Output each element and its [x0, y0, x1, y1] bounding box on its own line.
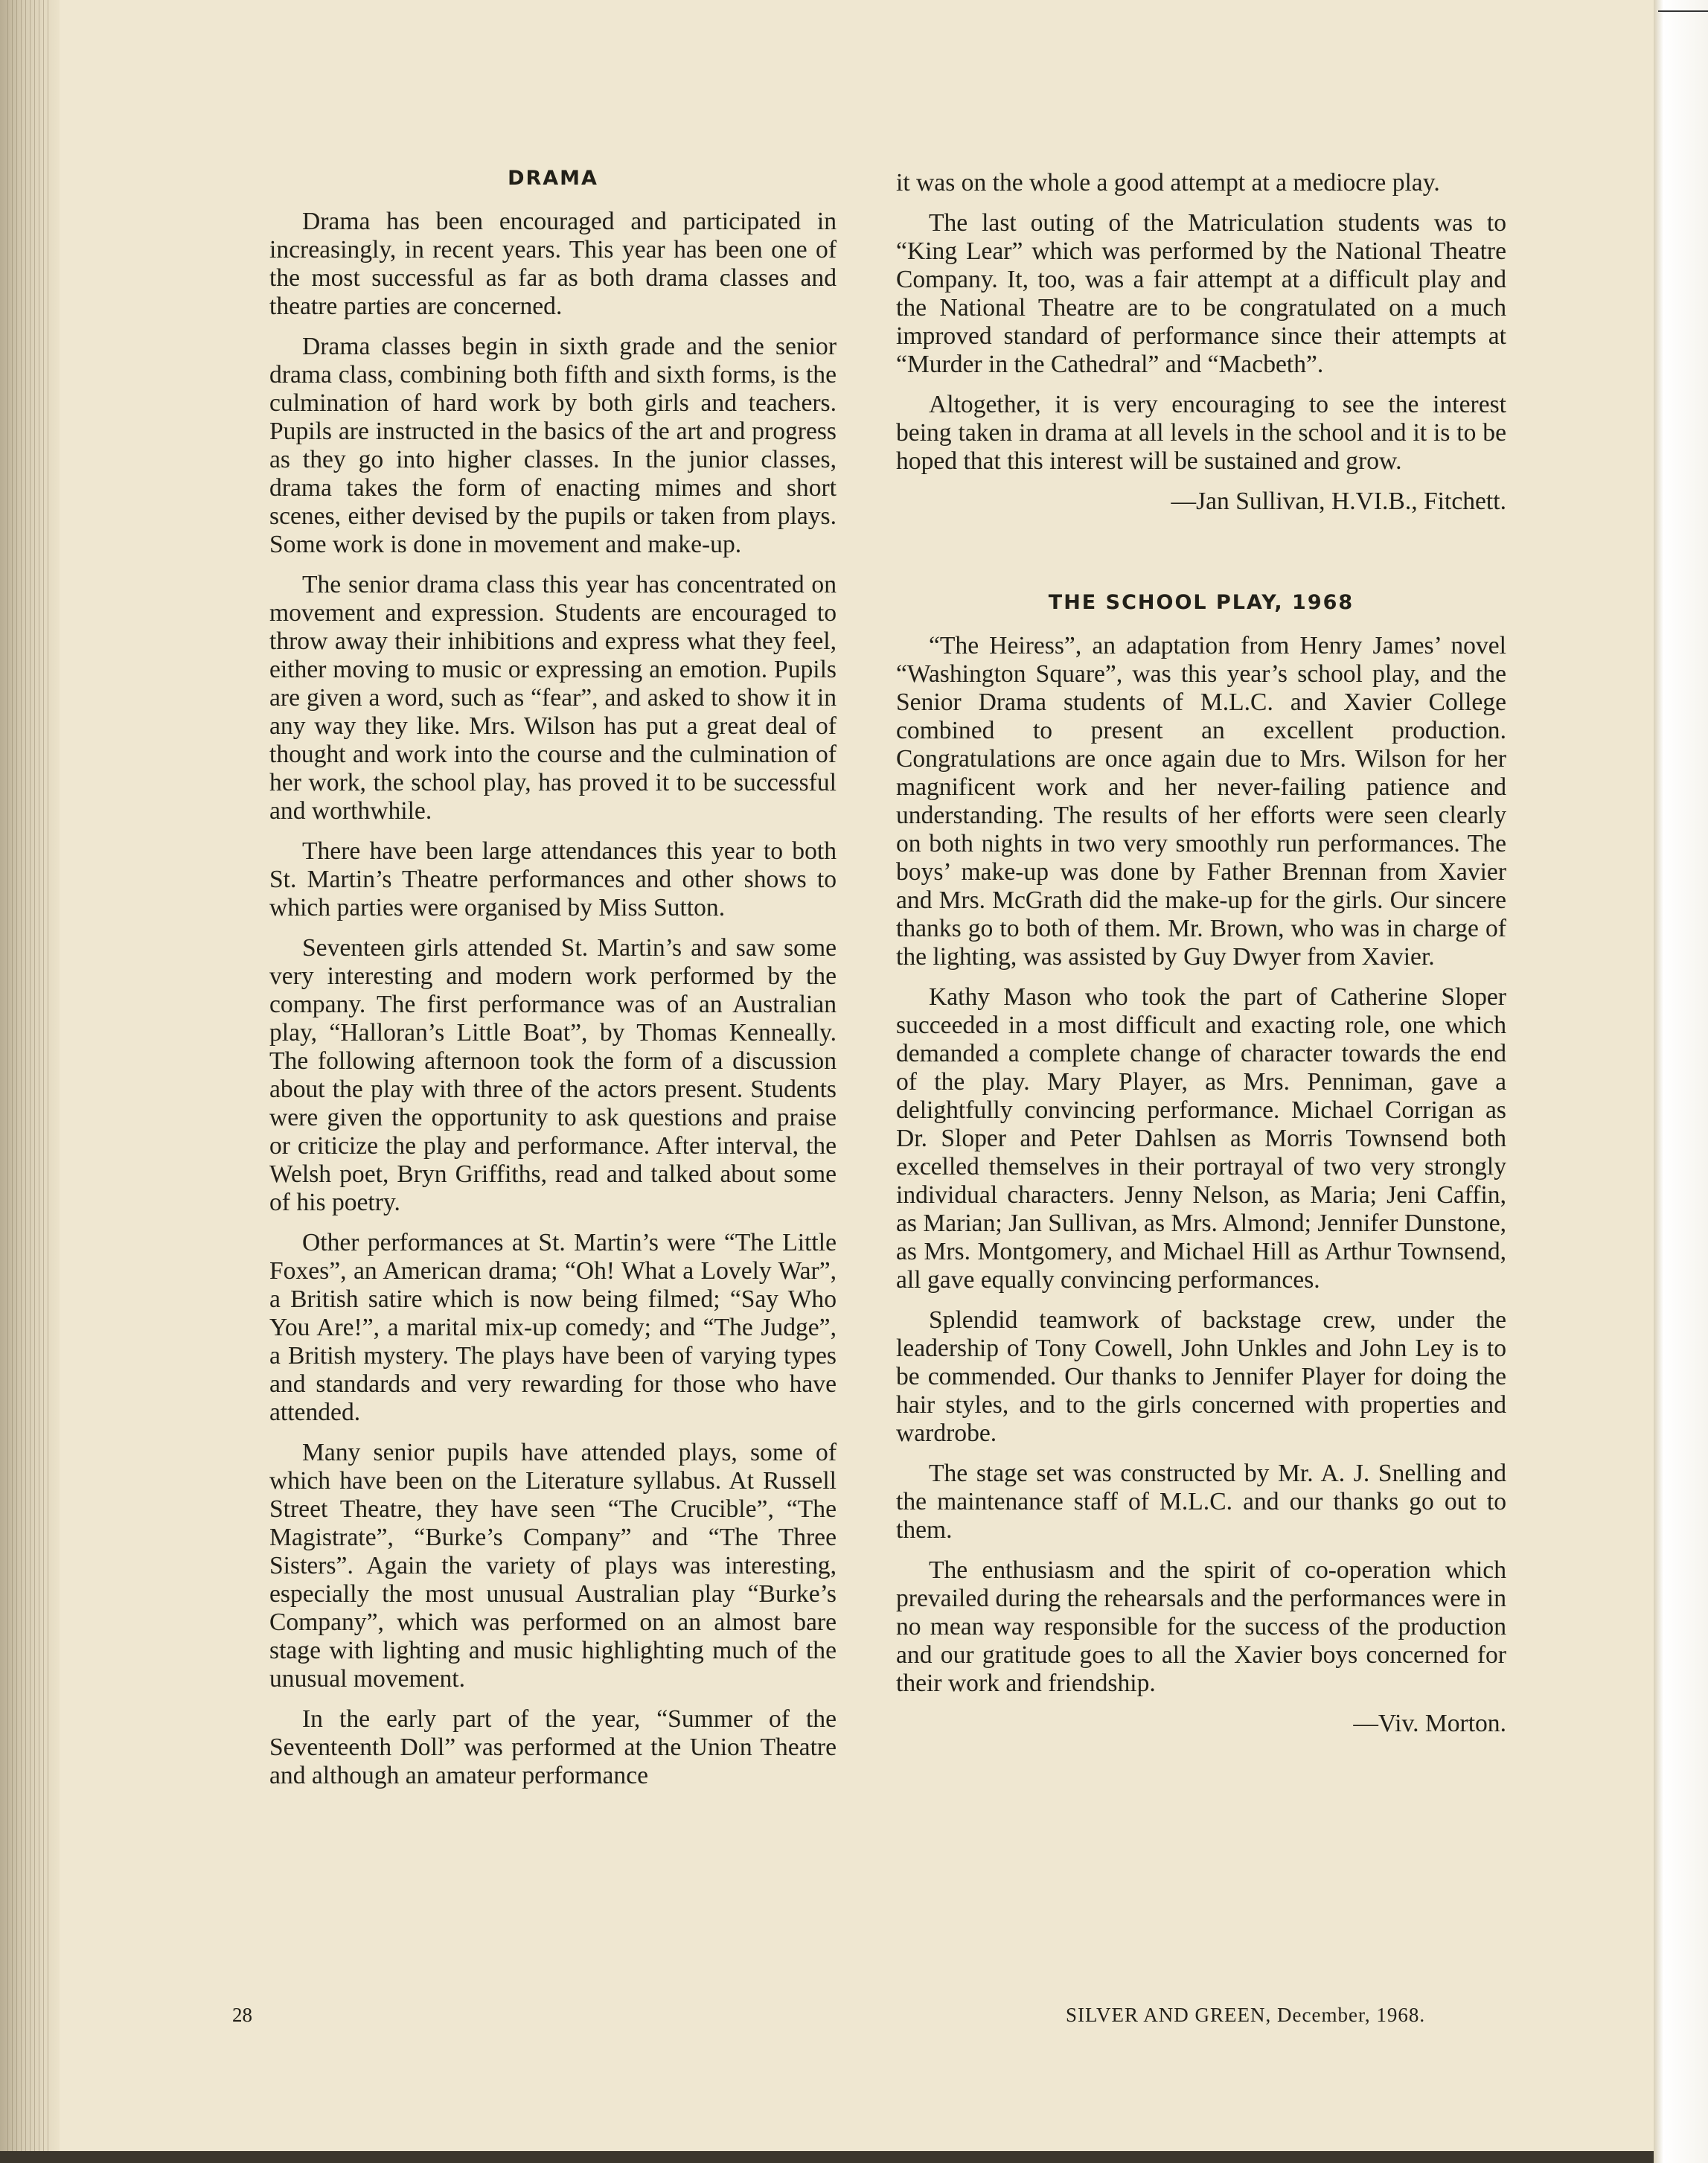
- school-play-paragraph: “The Heiress”, an adaptation from Henry James’ novel “Washington Square”, was this year’s school play, and the Senior Drama students of M.L.C. and Xavier College combined to present an excellent production. Congratulations are once again due to Mrs. Wilson for her magnificent work and her never-failing patience and understanding. The results of her efforts were seen clearly on both nights in two very smoothly run performances. The boys’ make-up was done by Father Brennan from Xavier and Mrs. McGrath did the make-up for the girls. Our sincere thanks go to both of them. Mr. Brown, who was in charge of the lighting, was assisted by Guy Dwyer from Xavier.: [896, 632, 1506, 971]
- book-spine: [0, 0, 60, 2151]
- drama-signature: —Jan Sullivan, H.VI.B., Fitchett.: [1171, 488, 1506, 515]
- drama-paragraph: Seventeen girls attended St. Martin’s and saw some very interesting and modern work performed by the company. The first performance was of an Australian play, “Halloran’s Little Boat”, by Thomas Kenneally. The following afternoon took the form of a discussion about the play with three of the actors present. Students were given the opportunity to ask questions and praise or criticize the play and performance. After interval, the Welsh poet, Bryn Griffiths, read and talked about some of his poetry.: [269, 934, 837, 1216]
- school-play-paragraph: Kathy Mason who took the part of Catherine Sloper succeeded in a most difficult and exacting role, one which demanded a complete change of character towards the end of the play. Mary Player, as Mrs. Penniman, gave a delightfully convincing performance. Michael Corrigan as Dr. Sloper and Peter Dahlsen as Morris Townsend both excelled themselves in their portrayal of two very strongly individual characters. Jenny Nelson, as Maria; Jeni Caffin, as Marian; Jan Sullivan, as Mrs. Almond; Jennifer Dunstone, as Mrs. Montgomery, and Michael Hill as Arthur Townsend, all gave equally convincing performances.: [896, 983, 1506, 1294]
- drama-paragraph: The last outing of the Matriculation students was to “King Lear” which was performed by the National Theatre Company. It, too, was a fair attempt at a difficult play and the National Theatre are to be congratulated on a much improved standard of performance since their attempts at “Murder in the Cathedral” and “Macbeth”.: [896, 209, 1506, 378]
- drama-paragraph: Drama has been encouraged and participated in increasingly, in recent years. This year has been one of the most successful as far as both drama classes and theatre parties are concerned.: [269, 208, 837, 320]
- drama-paragraph: Drama classes begin in sixth grade and the senior drama class, combining both fifth and sixth forms, is the culmination of hard work by both girls and teachers. Pupils are instructed in the basics of the art and progress as they go into higher classes. In the junior classes, drama takes the form of enacting mimes and short scenes, either devised by the pupils or taken from plays. Some work is done in movement and make-up.: [269, 333, 837, 558]
- next-page-edge: [1654, 0, 1708, 2163]
- school-play-paragraph: Splendid teamwork of backstage crew, under the leadership of Tony Cowell, John Unkles and John Ley is to be commended. Our thanks to Jennifer Player for doing the hair styles, and to the girls concerned with properties and wardrobe.: [896, 1306, 1506, 1447]
- drama-paragraph: There have been large attendances this year to both St. Martin’s Theatre performances and other shows to which parties were organised by Miss Sutton.: [269, 837, 837, 921]
- drama-paragraph: Other performances at St. Martin’s were “The Little Foxes”, an American drama; “Oh! What a Lovely War”, a British satire which is now being filmed; “Say Who You Are!”, a marital mix-up comedy; and “The Judge”, a British mystery. The plays have been of varying types and standards and very rewarding for those who have attended.: [269, 1229, 837, 1426]
- drama-paragraph: Altogether, it is very encouraging to see the interest being taken in drama at all levels in the school and it is to be hoped that this interest will be sustained and grow.: [896, 391, 1506, 475]
- left-column: [269, 164, 837, 1802]
- page-edges: [7, 0, 52, 2151]
- edge-rule: [1658, 10, 1708, 12]
- bottom-shadow: [0, 2151, 1654, 2163]
- school-play-signature: —Viv. Morton.: [1353, 1710, 1506, 1737]
- page-number: 28: [232, 2004, 252, 2026]
- publication-footer: SILVER AND GREEN, December, 1968.: [1066, 2004, 1426, 2026]
- drama-paragraph: Many senior pupils have attended plays, some of which have been on the Literature syllabus. At Russell Street Theatre, they have seen “The Crucible”, “The Magistrate”, “Burke’s Company” and “The Three Sisters”. Again the variety of plays was interesting, especially the most unusual Australian play “Burke’s Company”, which was performed on an almost bare stage with lighting and music highlighting much of the unusual movement.: [269, 1439, 837, 1693]
- school-play-paragraph: The enthusiasm and the spirit of co-operation which prevailed during the rehearsals and the performances were in no mean way responsible for the success of the production and our gratitude goes to all the Xavier boys concerned for their work and friendship.: [896, 1556, 1506, 1697]
- drama-paragraph: it was on the whole a good attempt at a mediocre play.: [896, 169, 1440, 197]
- school-play-heading: THE SCHOOL PLAY, 1968: [1048, 591, 1354, 614]
- drama-paragraph: The senior drama class this year has concentrated on movement and expression. Students are encouraged to throw away their inhibitions and express what they feel, either moving to music or expressing an emotion. Pupils are given a word, such as “fear”, and asked to show it in any way they like. Mrs. Wilson has put a great deal of thought and work into the course and the culmination of her work, the school play, has proved it to be successful and worthwhile.: [269, 571, 837, 825]
- drama-paragraph: In the early part of the year, “Summer of the Seventeenth Doll” was performed at the Union Theatre and although an amateur performance: [269, 1705, 837, 1789]
- school-play-paragraph: The stage set was constructed by Mr. A. J. Snelling and the maintenance staff of M.L.C. and our thanks go out to them.: [896, 1460, 1506, 1544]
- right-column: [896, 169, 1506, 1738]
- drama-heading: DRAMA: [508, 167, 598, 190]
